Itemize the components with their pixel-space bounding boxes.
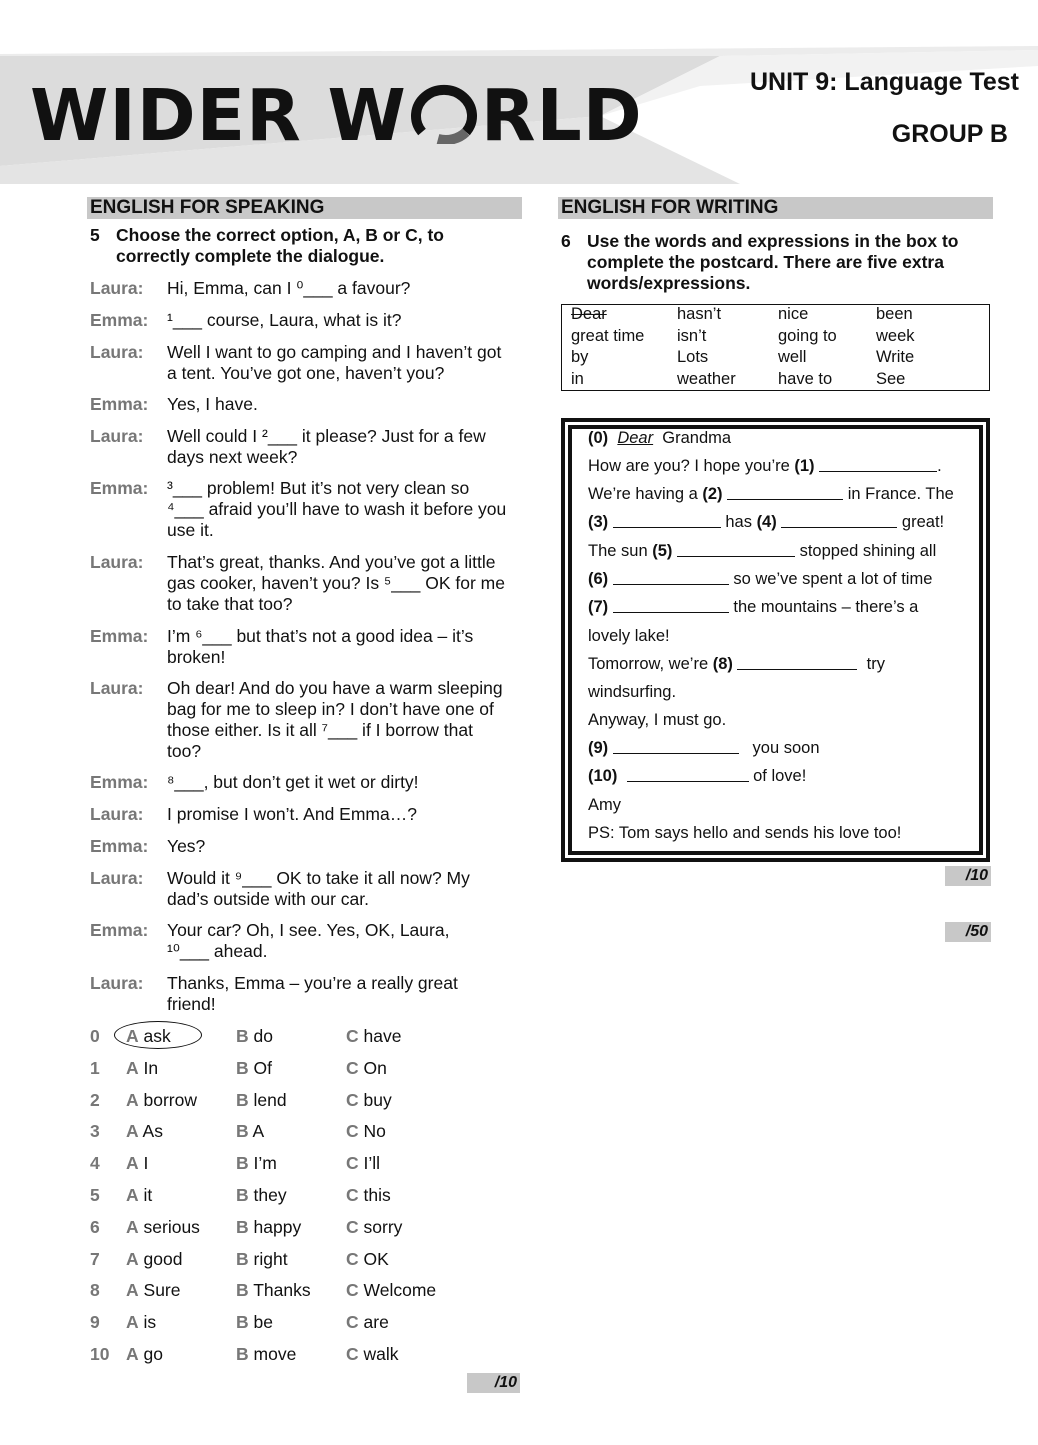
postcard-line (588, 738, 820, 758)
option-text: On (363, 1057, 387, 1078)
example-answer: Dear (617, 429, 654, 447)
option-b[interactable] (236, 1184, 287, 1206)
logo-o-arc-icon (408, 82, 480, 144)
option-text: are (363, 1312, 389, 1333)
dialogue-turn (90, 478, 530, 541)
question-number: 2 (90, 1089, 100, 1110)
postcard-line: Anyway, I must go. (588, 711, 727, 729)
dialogue-line: ⁴___ afraid you’ll have to wash it before you (167, 499, 507, 519)
dialogue-line: dad’s outside with our car. (167, 889, 370, 909)
option-letter: C (346, 1089, 359, 1110)
option-a[interactable] (126, 1311, 156, 1333)
gap-number: (3) (588, 513, 609, 531)
option-row (90, 1057, 510, 1079)
option-text: Thanks (253, 1280, 311, 1301)
option-row (90, 1311, 510, 1333)
gap-6-blank[interactable] (613, 570, 729, 585)
gap-number: (6) (588, 570, 609, 588)
option-letter: A (126, 1344, 139, 1364)
option-letter: A (126, 1185, 139, 1205)
option-text: ask (143, 1026, 171, 1046)
option-text: As (142, 1121, 163, 1142)
postcard-greeting (588, 428, 731, 448)
total-score-box: /50 (945, 922, 991, 942)
word-box-word: isn’t (677, 327, 707, 345)
option-row (90, 1216, 510, 1238)
option-c[interactable] (346, 1343, 399, 1365)
logo-text-right: RLD (480, 74, 643, 157)
option-text: they (253, 1185, 287, 1205)
dialogue-line: ¹___ course, Laura, what is it? (167, 310, 402, 330)
option-text: happy (253, 1216, 302, 1237)
word-box-word: Lots (677, 348, 709, 366)
option-b[interactable] (236, 1216, 301, 1238)
word-box-word: well (778, 348, 807, 366)
speaker-name: Laura: (90, 278, 144, 298)
option-letter: B (236, 1121, 249, 1142)
speaker-name: Emma: (90, 626, 149, 646)
dialogue-line: ¹⁰___ ahead. (167, 941, 268, 961)
section-heading-speaking: ENGLISH FOR SPEAKING (87, 197, 522, 219)
postcard-line (588, 569, 932, 589)
option-row (90, 1184, 510, 1206)
unit-title: UNIT 9: Language Test (749, 68, 1019, 96)
option-text: good (143, 1248, 183, 1269)
postcard-text: Tomorrow, we’re (588, 655, 709, 673)
question-number: 4 (90, 1153, 100, 1174)
gap-4-blank[interactable] (781, 513, 897, 528)
speaker-name: Emma: (90, 772, 149, 792)
option-text: I’ll (363, 1153, 381, 1174)
option-letter: A (126, 1026, 139, 1046)
instruction-line: Choose the correct option, A, B or C, to (116, 225, 444, 245)
speaker-name: Laura: (90, 342, 144, 362)
gap-5-blank[interactable] (677, 542, 795, 557)
option-c[interactable] (346, 1057, 387, 1079)
instruction-line: correctly complete the dialogue. (116, 246, 385, 266)
speaker-name: Laura: (90, 804, 144, 824)
dialogue-turn (90, 804, 530, 825)
dialogue-line: friend! (167, 994, 216, 1014)
option-letter: C (346, 1312, 359, 1333)
dialogue-line: too? (167, 741, 202, 761)
speaker-name: Emma: (90, 836, 149, 856)
gap-number: (1) (794, 457, 815, 475)
word-box-word: hasn’t (677, 305, 722, 323)
group-label: GROUP B (891, 120, 1008, 148)
option-text: Welcome (363, 1280, 437, 1301)
dialogue-turn (90, 310, 530, 331)
gap-2-blank[interactable] (727, 485, 843, 500)
option-c[interactable] (346, 1279, 436, 1301)
question-number: 0 (90, 1026, 100, 1046)
speaker-name: Laura: (90, 426, 144, 446)
dialogue-line: Well could I ²___ it please? Just for a few (167, 426, 486, 446)
word-box-word: Write (876, 348, 915, 366)
speaker-name: Laura: (90, 552, 144, 572)
option-letter: B (236, 1216, 249, 1237)
wider-world-logo (30, 74, 643, 157)
postcard-text: How are you? I hope you’re (588, 457, 790, 475)
option-letter: B (236, 1057, 249, 1078)
option-text: A (252, 1121, 265, 1142)
option-text: right (253, 1248, 288, 1269)
option-letter: B (236, 1089, 249, 1110)
option-letter: C (346, 1153, 359, 1174)
gap-9-blank[interactable] (613, 739, 739, 754)
option-letter: B (236, 1248, 249, 1269)
dialogue-turn (90, 836, 530, 857)
postcard-text: so we’ve spent a lot of time (733, 570, 933, 588)
word-box-word: have to (778, 370, 833, 388)
option-text: lend (253, 1089, 287, 1110)
gap-number: (5) (652, 542, 673, 560)
dialogue-turn (90, 772, 530, 793)
gap-10-blank[interactable] (627, 767, 749, 782)
option-letter: A (126, 1153, 139, 1174)
instruction-line: words/expressions. (587, 273, 751, 293)
option-letter: B (236, 1153, 249, 1174)
dialogue-turn (90, 552, 530, 615)
dialogue-turn (90, 626, 530, 668)
gap-3-blank[interactable] (613, 513, 721, 528)
question-number: 7 (90, 1248, 100, 1269)
postcard-line (588, 597, 918, 617)
dialogue-line: Would it ⁹___ OK to take it all now? My (167, 868, 470, 888)
option-letter: A (126, 1312, 139, 1333)
option-text: go (143, 1344, 163, 1364)
dialogue-line: to take that too? (167, 594, 293, 614)
postcard-line: windsurfing. (588, 683, 677, 701)
gap-1-blank[interactable] (819, 457, 937, 472)
word-box (561, 304, 990, 391)
option-b[interactable] (236, 1248, 288, 1270)
option-letter: C (346, 1216, 359, 1237)
gap-number: (4) (756, 513, 777, 531)
option-letter: B (236, 1344, 249, 1364)
word-box-word: Dear (571, 305, 607, 323)
option-a[interactable] (126, 1025, 171, 1047)
option-text: I’m (253, 1153, 277, 1174)
gap-number: (0) (588, 429, 609, 447)
dialogue-line: use it. (167, 520, 214, 540)
postcard-line (588, 766, 806, 786)
dialogue-line: Yes, I have. (167, 394, 258, 414)
option-letter: C (346, 1185, 359, 1205)
option-text: OK (363, 1248, 389, 1269)
option-row (90, 1120, 510, 1142)
option-row (90, 1025, 510, 1047)
dialogue-line: Hi, Emma, can I ⁰___ a favour? (167, 278, 411, 298)
task-number: 5 (90, 225, 100, 245)
option-a[interactable] (126, 1343, 163, 1365)
option-b[interactable] (236, 1343, 296, 1365)
question-number: 5 (90, 1185, 100, 1205)
option-c[interactable] (346, 1311, 389, 1333)
word-box-word: See (876, 370, 906, 388)
option-letter: B (236, 1312, 249, 1333)
postcard-text: We’re having a (588, 485, 698, 503)
word-box-word: great time (571, 327, 645, 345)
gap-8-blank[interactable] (737, 655, 857, 670)
option-text: this (363, 1185, 391, 1205)
option-a[interactable] (126, 1184, 152, 1206)
speaking-score-box: /10 (467, 1373, 520, 1393)
postcard-line (588, 541, 936, 561)
option-letter: C (346, 1057, 359, 1078)
writing-score-box: /10 (945, 866, 991, 886)
word-box-word: going to (778, 327, 837, 345)
option-c[interactable] (346, 1089, 392, 1111)
dialogue-turn (90, 342, 530, 384)
option-text: be (253, 1312, 273, 1333)
dialogue-line: Your car? Oh, I see. Yes, OK, Laura, (167, 920, 450, 940)
option-letter: A (126, 1248, 139, 1269)
option-text: have (363, 1026, 402, 1046)
gap-number: (10) (588, 767, 618, 785)
dialogue-turn (90, 973, 530, 1015)
question-number: 6 (90, 1216, 100, 1237)
word-box-word: by (571, 348, 589, 366)
postcard-ps: PS: Tom says hello and sends his love too! (588, 824, 902, 842)
option-text: is (143, 1312, 157, 1333)
option-a[interactable] (126, 1057, 158, 1079)
dialogue-turn (90, 868, 530, 910)
option-text: move (253, 1344, 297, 1364)
postcard-text: stopped shining all (799, 542, 937, 560)
dialogue-turn (90, 426, 530, 468)
option-row (90, 1089, 510, 1111)
option-text: it (143, 1185, 153, 1205)
option-c[interactable] (346, 1120, 386, 1142)
gap-number: (2) (702, 485, 723, 503)
option-letter: C (346, 1344, 359, 1364)
option-letter: A (126, 1121, 139, 1142)
option-row (90, 1152, 510, 1174)
option-text: No (363, 1121, 386, 1142)
speaker-name: Emma: (90, 310, 149, 330)
postcard-text: has (725, 513, 752, 531)
option-text: In (143, 1057, 159, 1078)
dialogue-line: broken! (167, 647, 226, 667)
option-b[interactable] (236, 1025, 273, 1047)
option-b[interactable] (236, 1279, 311, 1301)
option-letter: C (346, 1280, 359, 1301)
postcard-signature: Amy (588, 796, 621, 814)
postcard-text: great! (901, 513, 945, 531)
option-b[interactable] (236, 1152, 277, 1174)
option-b[interactable] (236, 1089, 287, 1111)
word-box-word: week (876, 327, 915, 345)
option-text: buy (363, 1089, 392, 1110)
speaker-name: Laura: (90, 868, 144, 888)
logo-text-left: WIDER W (30, 74, 407, 157)
dialogue-turn (90, 678, 530, 762)
dialogue-line: bag for me to sleep in? I don’t have one of (167, 699, 494, 719)
dialogue-line: days next week? (167, 447, 298, 467)
option-letter: A (126, 1057, 139, 1078)
section-heading-writing: ENGLISH FOR WRITING (558, 197, 993, 219)
option-a[interactable] (126, 1216, 200, 1238)
option-text: walk (363, 1344, 399, 1364)
postcard-text: the mountains – there’s a (733, 598, 919, 616)
question-number: 8 (90, 1280, 100, 1301)
option-a[interactable] (126, 1279, 180, 1301)
postcard-line: lovely lake! (588, 627, 670, 645)
dialogue-line: ⁸___, but don’t get it wet or dirty! (167, 772, 419, 792)
word-box-word: in (571, 370, 584, 388)
dialogue-line: those either. Is it all ⁷___ if I borrow that (167, 720, 473, 740)
option-text: I (143, 1153, 149, 1174)
option-text: Sure (143, 1280, 181, 1301)
speaker-name: Emma: (90, 478, 149, 498)
question-number: 9 (90, 1312, 100, 1333)
dialogue-line: I’m ⁶___ but that’s not a good idea – it’s (167, 626, 474, 646)
option-a[interactable] (126, 1152, 148, 1174)
dialogue-line: Oh dear! And do you have a warm sleeping (167, 678, 503, 698)
task-5-instruction (90, 225, 520, 269)
option-letter: A (126, 1280, 139, 1301)
option-letter: B (236, 1185, 249, 1205)
dialogue-line: That’s great, thanks. And you’ve got a little (167, 552, 496, 572)
option-a[interactable] (126, 1089, 197, 1111)
option-c[interactable] (346, 1216, 402, 1238)
postcard-text: of love! (753, 767, 807, 785)
option-letter: B (236, 1280, 249, 1301)
option-text: serious (143, 1216, 200, 1237)
speaker-name: Emma: (90, 920, 149, 940)
option-b[interactable] (236, 1120, 264, 1142)
gap-number: (9) (588, 739, 609, 757)
word-box-word: nice (778, 305, 809, 323)
question-number: 3 (90, 1121, 100, 1142)
dialogue-line: gas cooker, haven’t you? Is ⁵___ OK for me (167, 573, 505, 593)
option-b[interactable] (236, 1311, 273, 1333)
greeting-name: Grandma (662, 429, 732, 447)
task-number: 6 (561, 231, 571, 251)
option-a[interactable] (126, 1248, 182, 1270)
instruction-line: Use the words and expressions in the box to (587, 231, 959, 251)
option-letter: A (126, 1089, 139, 1110)
postcard-text: The sun (588, 542, 648, 560)
postcard-line (588, 484, 954, 504)
option-text: Of (253, 1057, 272, 1078)
question-number: 10 (90, 1344, 110, 1364)
option-letter: A (126, 1216, 139, 1237)
dialogue-line: I promise I won’t. And Emma…? (167, 804, 417, 824)
postcard-line (588, 512, 944, 532)
speaker-name: Laura: (90, 678, 144, 698)
postcard-text: in France. The (847, 485, 954, 503)
instruction-line: complete the postcard. There are five extra (587, 252, 944, 272)
dialogue-line: Thanks, Emma – you’re a really great (167, 973, 458, 993)
option-letter: C (346, 1121, 359, 1142)
option-c[interactable] (346, 1248, 389, 1270)
option-letter: B (236, 1026, 249, 1046)
postcard-line: How are you? I hope you’re (1) . (588, 457, 942, 475)
option-text: sorry (363, 1216, 403, 1237)
gap-7-blank[interactable] (613, 598, 729, 613)
dialogue-turn (90, 278, 530, 299)
option-b[interactable] (236, 1057, 272, 1079)
option-letter: C (346, 1026, 359, 1046)
word-box-word: weather (677, 370, 736, 388)
option-row (90, 1279, 510, 1301)
option-c[interactable] (346, 1152, 380, 1174)
option-a[interactable] (126, 1120, 163, 1142)
postcard-text: you soon (752, 739, 820, 757)
option-letter: C (346, 1248, 359, 1269)
dialogue-line: a tent. You’ve got one, haven’t you? (167, 363, 445, 383)
dialogue-turn (90, 394, 530, 415)
gap-number: (7) (588, 598, 609, 616)
option-row (90, 1248, 510, 1270)
dialogue-line: ³___ problem! But it’s not very clean so (167, 478, 470, 498)
option-text: borrow (143, 1089, 198, 1110)
option-text: do (253, 1026, 273, 1046)
task-6-instruction (561, 231, 991, 295)
postcard-line (588, 654, 885, 674)
option-c[interactable] (346, 1184, 391, 1206)
gap-number: (8) (712, 655, 733, 673)
option-c[interactable] (346, 1025, 401, 1047)
question-number: 1 (90, 1057, 100, 1078)
postcard-text: try (866, 655, 885, 673)
dialogue-line: Yes? (167, 836, 206, 856)
option-row (90, 1343, 510, 1365)
speaker-name: Laura: (90, 973, 144, 993)
speaker-name: Emma: (90, 394, 149, 414)
dialogue-turn (90, 920, 530, 962)
dialogue-line: Well I want to go camping and I haven’t got (167, 342, 502, 362)
word-box-word: been (876, 305, 913, 323)
